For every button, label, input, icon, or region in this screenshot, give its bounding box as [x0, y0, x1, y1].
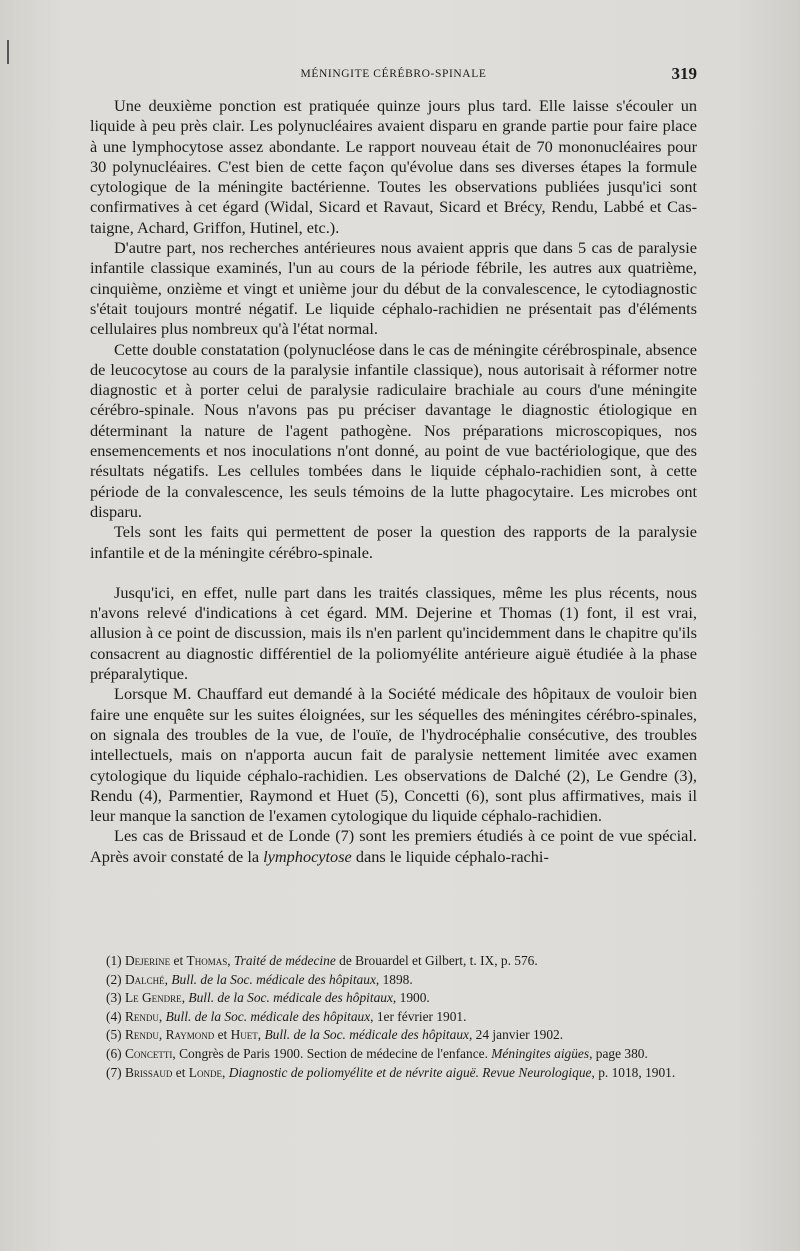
footnote-author: Dejerine [124, 953, 171, 968]
footnote-author: Huet [230, 1027, 258, 1043]
footnote-text: , p. 1018, 1901. [591, 1064, 676, 1080]
paragraph: Une deuxième ponction est pratiquée quinze jours plus tard. Elle laisse s'écouler un liquide à peu près clair. Les polynucléaires avaient disparu en grande partie pour faire place à une lymphocytose assez abondante. Le rapport nouveau était de 70 mononucléaires pour 30 polynucléaires. C'est bien de cette façon qu'évolue dans ses diverses étapes la formule cytologique de la méningite bactérienne. Toutes les observations publiées jusqu'ici sont confirmatives à cet égard (Widal, Sicard et Ravaut, Sicard et Brécy, Rendu, Labbé et Castaigne, Achard, Griffon, Hutinel, etc.). [90, 96, 697, 237]
body-text [90, 96, 697, 867]
footnote-text: et [170, 953, 187, 968]
footnote [90, 971, 697, 990]
footnote-title: Traité de médecine [233, 953, 336, 968]
footnote-number: (3) [106, 990, 122, 1006]
footnote-number: (7) [106, 1064, 122, 1080]
footnote [90, 1064, 697, 1083]
footnote-text: , 1900. [392, 990, 430, 1006]
footnote-number: (6) [106, 1045, 122, 1061]
footnote-number: (5) [106, 1027, 122, 1043]
footnote-author: Dalché [124, 971, 165, 987]
footnote-text: Congrès de Paris 1900. Section de médecine de l'enfance. [179, 1045, 492, 1061]
page-number: 319 [671, 64, 697, 83]
footnote [90, 1045, 697, 1064]
page-header [90, 64, 697, 84]
footnote-title: Diagnostic de poliomyélite et de névrite aiguë. Revue Neurologique [228, 1064, 592, 1080]
footnote [90, 989, 697, 1008]
footnote-number: (1) [106, 953, 122, 968]
footnotes [90, 952, 697, 1082]
footnote-text: , [181, 990, 189, 1006]
paragraph: Lorsque M. Chauffard eut demandé à la Société médicale des hôpitaux de vouloir bien faire une enquête sur les suites éloignées, sur les séquelles des méningites cérébro-spinales, on signala des troubles de la vue, de l'ouïe, de l'hydrocéphalie consécutive, des troubles intellectuels, mais on n'apporta aucun fait de paralysie nettement limitée avec examen cytologique du liquide céphalo-rachidien. Les observations de Dalché (2), Le Gendre (3), Rendu (4), Parmentier, Raymond et Huet (5), Concetti (6), sont plus affirmatives, mais il leur manque la sanction de l'examen cytologique du liquide céphalo-rachidien. [90, 684, 697, 826]
footnote-text: , [164, 971, 172, 987]
scan-edge-mark [7, 40, 9, 64]
paragraph-text: dans le liquide céphalo-rachi- [351, 846, 549, 866]
paragraph-text: Les cas de Brissaud et de Londe (7) sont les premiers étudiés à ce point de vue spécial. Après avoir constaté de la [90, 826, 697, 866]
footnote-text: , [221, 1064, 229, 1080]
footnote-text: , 1898. [375, 971, 413, 987]
footnote-text: , 1er février 1901. [370, 1008, 467, 1024]
footnote [90, 1008, 697, 1027]
footnote-title: Bull. de la Soc. médicale des hôpitaux [171, 971, 376, 987]
footnote-title: Bull. de la Soc. médicale des hôpitaux [264, 1027, 469, 1043]
footnote-author: Rendu [124, 1008, 159, 1024]
footnote-text: , [227, 953, 234, 968]
paragraph: Cette double constatation (polynucléose dans le cas de méningite cérébrospinale, absence de leucocytose au cours de la paralysie infantile classique), nous autorisait à réformer notre diagnostic et à porter celui de paralysie radiculaire brachiale au cours d'une méningite cérébro-spinale. Nous n'avons pas pu préciser davantage le diagnostic étiologique en déterminant la nature de l'agent pathogène. Nos préparations microscopiques, nos ensemencements et nos inoculations n'ont donné, au point de vue bactériologique, que des résultats négatifs. Les cellules tombées dans le liquide céphalo-rachidien sont, à cette période de la convalescence, les seuls témoins de la lutte phagocytaire. Les microbes ont disparu. [90, 339, 697, 521]
footnote-title: Bull. de la Soc. médicale des hôpitaux [188, 990, 393, 1006]
footnote-title: Bull. de la Soc. médicale des hôpitaux [165, 1008, 371, 1024]
footnote-text: , [158, 1008, 166, 1024]
footnote-text: , page 380. [589, 1045, 648, 1061]
footnote-author: Rendu, Raymond [124, 1027, 215, 1043]
paragraph [90, 826, 697, 867]
footnote [90, 1026, 697, 1045]
footnote-number: (2) [106, 971, 122, 987]
footnote-author: Thomas [186, 953, 228, 968]
footnote-title: Méningites aigües [491, 1045, 590, 1061]
paragraph: D'autre part, nos recherches antérieures nous avaient appris que dans 5 cas de paralysie infantile classique examinés, l'un au cours de la période fébrile, les autres aux quatrième, cinquième, onzième et vingt et unième jour du début de la convalescence, le cytodiagnostic s'était toujours montré négatif. Le liquide céphalo-rachidien ne présentait pas d'éléments cellulaires plus nombreux qu'à l'état normal. [90, 238, 697, 339]
footnote-author: Londe [188, 1064, 222, 1080]
paragraph: Tels sont les faits qui permettent de poser la question des rapports de la paralysie infantile et de la méningite cérébro-spinale. [90, 522, 697, 562]
paragraph: Jusqu'ici, en effet, nulle part dans les traités classiques, même les plus récents, nous n'avons relevé d'indications à cet égard. MM. Dejerine et Thomas (1) font, il est vrai, allusion à ce point de discussion, mais ils n'en parlent qu'incidemment dans le chapitre qu'ils consacrent au diagnostic différentiel de la poliomyélite antérieure aiguë étudiée à la phase préparalytique. [90, 582, 697, 684]
footnote-text: , [172, 1045, 180, 1061]
running-title: MÉNINGITE CÉRÉBRO-SPINALE [300, 68, 487, 80]
footnote-author: Concetti [124, 1045, 173, 1061]
footnote-text: et [172, 1064, 189, 1080]
footnote [90, 952, 697, 971]
footnote-author: Brissaud [124, 1064, 173, 1080]
footnote-number: (4) [106, 1008, 122, 1024]
footnote-author: Le Gendre [124, 990, 182, 1006]
footnote-text: et [214, 1027, 231, 1043]
footnote-text: , [257, 1027, 265, 1043]
emphasis: lymphocytose [263, 846, 352, 866]
footnote-text: , 24 janvier 1902. [468, 1027, 564, 1043]
footnote-text: de Brouardel et Gilbert, t. IX, p. 576. [335, 953, 538, 968]
